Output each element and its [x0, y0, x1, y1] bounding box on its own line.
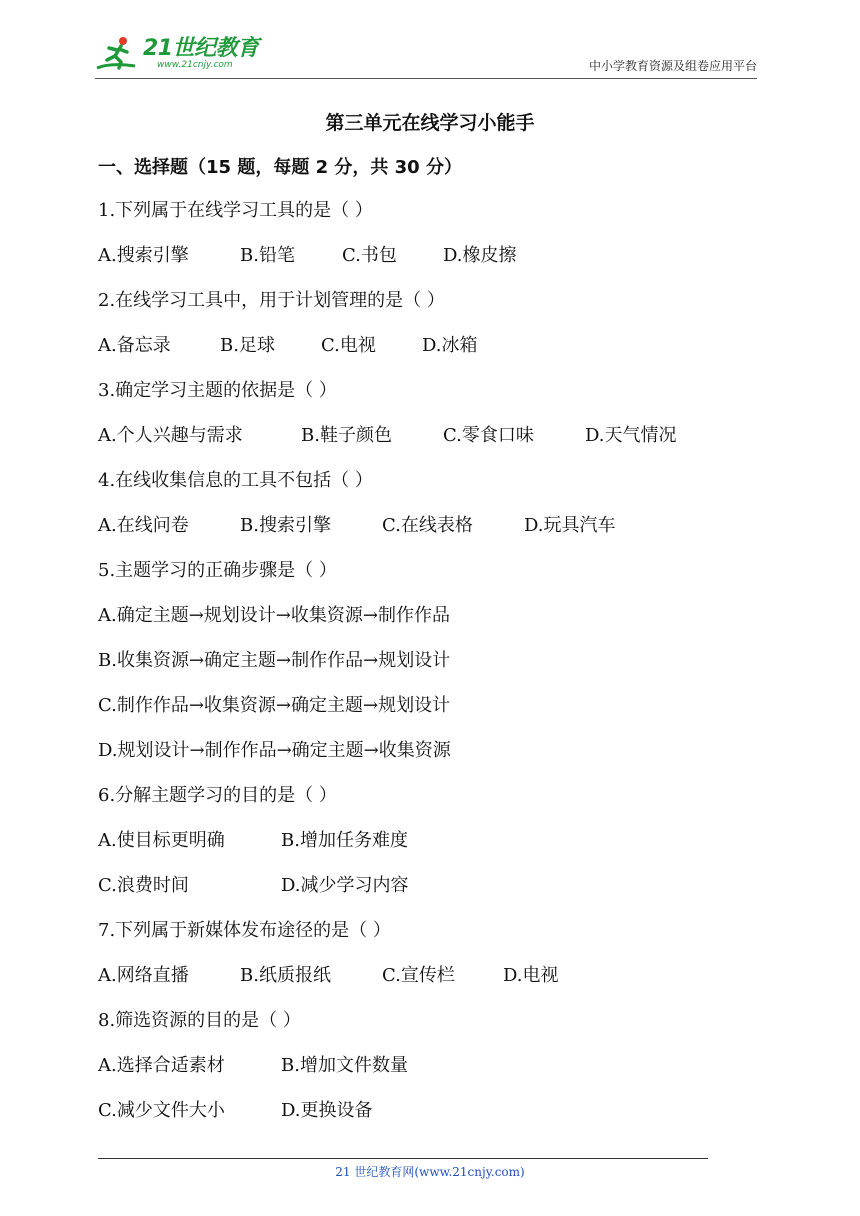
options-row	[98, 873, 718, 899]
options-row	[98, 1098, 718, 1124]
question-stem: 3.确定学习主题的依据是（ ）	[98, 380, 337, 401]
footer-divider	[98, 1158, 708, 1159]
option: B.鞋子颜色	[301, 425, 392, 446]
option: C.零食口味	[443, 425, 534, 446]
option: D.规划设计→制作作品→确定主题→收集资源	[98, 740, 451, 761]
section-heading: 一、选择题（15 题，每题 2 分，共 30 分）	[98, 157, 462, 178]
option: D.橡皮擦	[443, 245, 517, 266]
option: C.在线表格	[382, 515, 473, 536]
option: D.减少学习内容	[281, 875, 409, 896]
option: D.电视	[503, 965, 559, 986]
question-stem: 8.筛选资源的目的是（ ）	[98, 1010, 301, 1031]
option: D.天气情况	[585, 425, 677, 446]
option: A.备忘录	[98, 335, 171, 356]
option: A.网络直播	[98, 965, 189, 986]
options-row	[98, 333, 718, 359]
option: B.增加文件数量	[281, 1055, 408, 1076]
options-row	[98, 243, 718, 269]
option: A.选择合适素材	[98, 1055, 225, 1076]
option: A.搜索引擎	[98, 245, 189, 266]
option: C.宣传栏	[382, 965, 455, 986]
option: C.浪费时间	[98, 875, 189, 896]
option: C.制作作品→收集资源→确定主题→规划设计	[98, 695, 451, 716]
option: D.更换设备	[281, 1100, 373, 1121]
option: B.收集资源→确定主题→制作作品→规划设计	[98, 650, 451, 671]
option: B.搜索引擎	[240, 515, 331, 536]
question-stem: 5.主题学习的正确步骤是（ ）	[98, 560, 337, 581]
option: D.玩具汽车	[524, 515, 616, 536]
header-platform-text: 中小学教育资源及组卷应用平台	[588, 59, 757, 73]
page-header	[95, 30, 757, 79]
options-row	[98, 963, 718, 989]
question-stem: 1.下列属于在线学习工具的是（ ）	[98, 200, 373, 221]
logo-url: www.21cnjy.com	[157, 60, 233, 70]
footer-text: 21 世纪教育网(www.21cnjy.com)	[335, 1165, 525, 1179]
option: A.个人兴趣与需求	[98, 425, 243, 446]
question-stem: 6.分解主题学习的目的是（ ）	[98, 785, 337, 806]
option: C.减少文件大小	[98, 1100, 225, 1121]
question-stem: 2.在线学习工具中，用于计划管理的是（ ）	[98, 290, 445, 311]
logo	[95, 34, 259, 74]
option: B.足球	[220, 335, 275, 356]
options-row	[98, 1053, 718, 1079]
logo-text: 21世纪教育	[143, 36, 259, 61]
document-title: 第三单元在线学习小能手	[325, 112, 535, 134]
option: D.冰箱	[422, 335, 478, 356]
option: B.纸质报纸	[240, 965, 331, 986]
option: C.电视	[321, 335, 376, 356]
options-row	[98, 513, 718, 539]
runner-logo-icon	[95, 34, 141, 74]
option: A.确定主题→规划设计→收集资源→制作作品	[98, 605, 450, 626]
option: B.增加任务难度	[281, 830, 408, 851]
option: B.铅笔	[240, 245, 295, 266]
option: C.书包	[342, 245, 397, 266]
question-stem: 4.在线收集信息的工具不包括（ ）	[98, 470, 373, 491]
option: A.在线问卷	[98, 515, 189, 536]
options-row	[98, 423, 718, 449]
option: A.使目标更明确	[98, 830, 225, 851]
options-row	[98, 828, 718, 854]
question-stem: 7.下列属于新媒体发布途径的是（ ）	[98, 920, 391, 941]
